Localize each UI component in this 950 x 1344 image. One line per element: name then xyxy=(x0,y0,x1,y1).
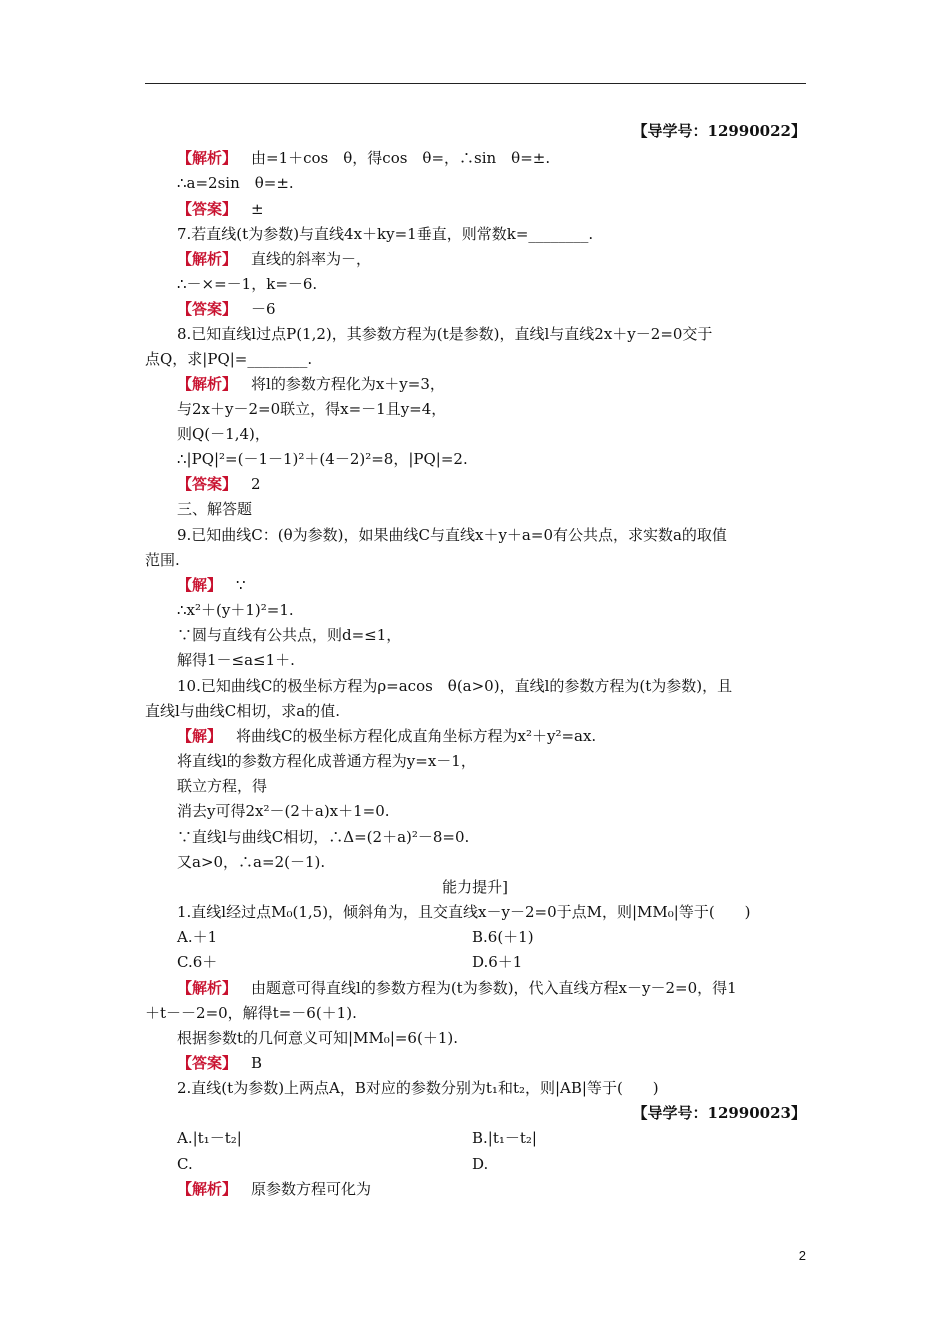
analysis-text: 原参数方程可化为 xyxy=(251,1180,372,1198)
p1-answer xyxy=(177,1054,262,1072)
q8-analysis xyxy=(177,375,445,393)
q7-answer xyxy=(177,300,276,318)
solution-text: ∵ xyxy=(236,576,246,594)
question-9-line2: 范围. xyxy=(145,551,180,569)
answer-text: B xyxy=(251,1054,263,1072)
analysis-text: 将l的参数方程化为x＋y=3， xyxy=(251,375,445,393)
answer-tag: 【答案】 xyxy=(177,475,238,493)
p1-line3: 根据参数t的几何意义可知|MM₀|=6(＋1). xyxy=(177,1029,458,1047)
q6-answer xyxy=(177,200,264,218)
q7-line2: ∴－×=－1，k=－6. xyxy=(177,275,318,293)
p1-option-b: B.6(＋1) xyxy=(472,928,534,946)
p1-line2: ＋t－－2=0，解得t=－6(＋1). xyxy=(145,1004,357,1022)
q10-solution xyxy=(177,727,596,745)
p1-option-a: A.＋1 xyxy=(177,928,218,946)
solution-tag: 【解】 xyxy=(177,576,223,594)
p2-option-d: D. xyxy=(472,1155,489,1173)
p2-option-a: A.|t₁－t₂| xyxy=(177,1129,242,1147)
question-8-line2: 点Q，求|PQ|=________. xyxy=(145,350,313,368)
analysis-tag: 【解析】 xyxy=(177,979,238,997)
analysis-text: 由=1＋cos θ，得cos θ=，∴sin θ=±. xyxy=(251,149,551,167)
question-9-line1: 9.已知曲线C：(θ为参数)，如果曲线C与直线x＋y＋a=0有公共点，求实数a的取值 xyxy=(177,526,727,544)
answer-tag: 【答案】 xyxy=(177,1054,238,1072)
q9-solution xyxy=(177,576,246,594)
question-7: 7.若直线(t为参数)与直线4x＋ky=1垂直，则常数k=________. xyxy=(177,225,594,243)
q10-line5: 消去y可得2x²－(2＋a)x＋1=0. xyxy=(177,802,390,820)
q10-line3: 将直线l的参数方程化成普通方程为y=x－1， xyxy=(177,752,476,770)
p1-option-c: C.6＋ xyxy=(177,953,218,971)
question-10-line2: 直线l与曲线C相切，求a的值. xyxy=(145,702,340,720)
p2-option-c: C. xyxy=(177,1155,193,1173)
answer-text: 2 xyxy=(251,475,261,493)
answer-text: －6 xyxy=(251,300,276,318)
solution-tag: 【解】 xyxy=(177,727,223,745)
analysis-text: 直线的斜率为－， xyxy=(251,250,372,268)
answer-tag: 【答案】 xyxy=(177,200,238,218)
answer-tag: 【答案】 xyxy=(177,300,238,318)
q6-line2: ∴a=2sin θ=±. xyxy=(177,174,294,192)
guide-number-1: 【导学号：12990022】 xyxy=(632,122,806,140)
q10-line7: 又a>0，∴a=2(－1). xyxy=(177,853,326,871)
p1-option-d: D.6＋1 xyxy=(472,953,523,971)
p2-option-b: B.|t₁－t₂| xyxy=(472,1129,537,1147)
p1-analysis xyxy=(177,979,737,997)
q9-line5: 解得1－≤a≤1＋. xyxy=(177,651,295,669)
q6-analysis xyxy=(177,149,550,167)
p2-analysis xyxy=(177,1180,371,1198)
q8-line4: 则Q(－1,4)， xyxy=(177,425,270,443)
guide-number-2: 【导学号：12990023】 xyxy=(632,1104,806,1122)
problem-2: 2.直线(t为参数)上两点A，B对应的参数分别为t₁和t₂，则|AB|等于( ) xyxy=(177,1079,659,1097)
analysis-tag: 【解析】 xyxy=(177,1180,238,1198)
question-10-line1: 10.已知曲线C的极坐标方程为ρ=acos θ(a>0)，直线l的参数方程为(t为参数)，且 xyxy=(177,677,733,695)
q10-line6: ∵直线l与曲线C相切，∴Δ=(2＋a)²－8=0. xyxy=(177,828,470,846)
analysis-text: 由题意可得直线l的参数方程为(t为参数)，代入直线方程x－y－2=0，得1 xyxy=(251,979,737,997)
analysis-tag: 【解析】 xyxy=(177,250,238,268)
q8-line5: ∴|PQ|²=(－1－1)²＋(4－2)²=8，|PQ|=2. xyxy=(177,450,468,468)
problem-1: 1.直线l经过点M₀(1,5)，倾斜角为，且交直线x－y－2=0于点M，则|MM₀|等于( ) xyxy=(177,903,751,921)
q7-analysis xyxy=(177,250,371,268)
section-heading: 三、解答题 xyxy=(177,500,253,518)
analysis-tag: 【解析】 xyxy=(177,375,238,393)
q8-line3: 与2x＋y－2=0联立，得x=－1且y=4， xyxy=(177,400,447,418)
q9-line4: ∵圆与直线有公共点，则d=≤1， xyxy=(177,626,402,644)
q10-line4: 联立方程，得 xyxy=(177,777,268,795)
ability-heading: 能力提升] xyxy=(442,878,508,896)
answer-text: ± xyxy=(251,200,264,218)
solution-text: 将曲线C的极坐标方程化成直角坐标方程为x²＋y²=ax. xyxy=(236,727,597,745)
analysis-tag: 【解析】 xyxy=(177,149,238,167)
q9-line3: ∴x²＋(y＋1)²=1. xyxy=(177,601,294,619)
q8-answer xyxy=(177,475,261,493)
page-number: 2 xyxy=(798,1248,806,1263)
header-rule xyxy=(145,83,806,84)
question-8-line1: 8.已知直线l过点P(1,2)，其参数方程为(t是参数)，直线l与直线2x＋y－2=0交于 xyxy=(177,325,713,343)
